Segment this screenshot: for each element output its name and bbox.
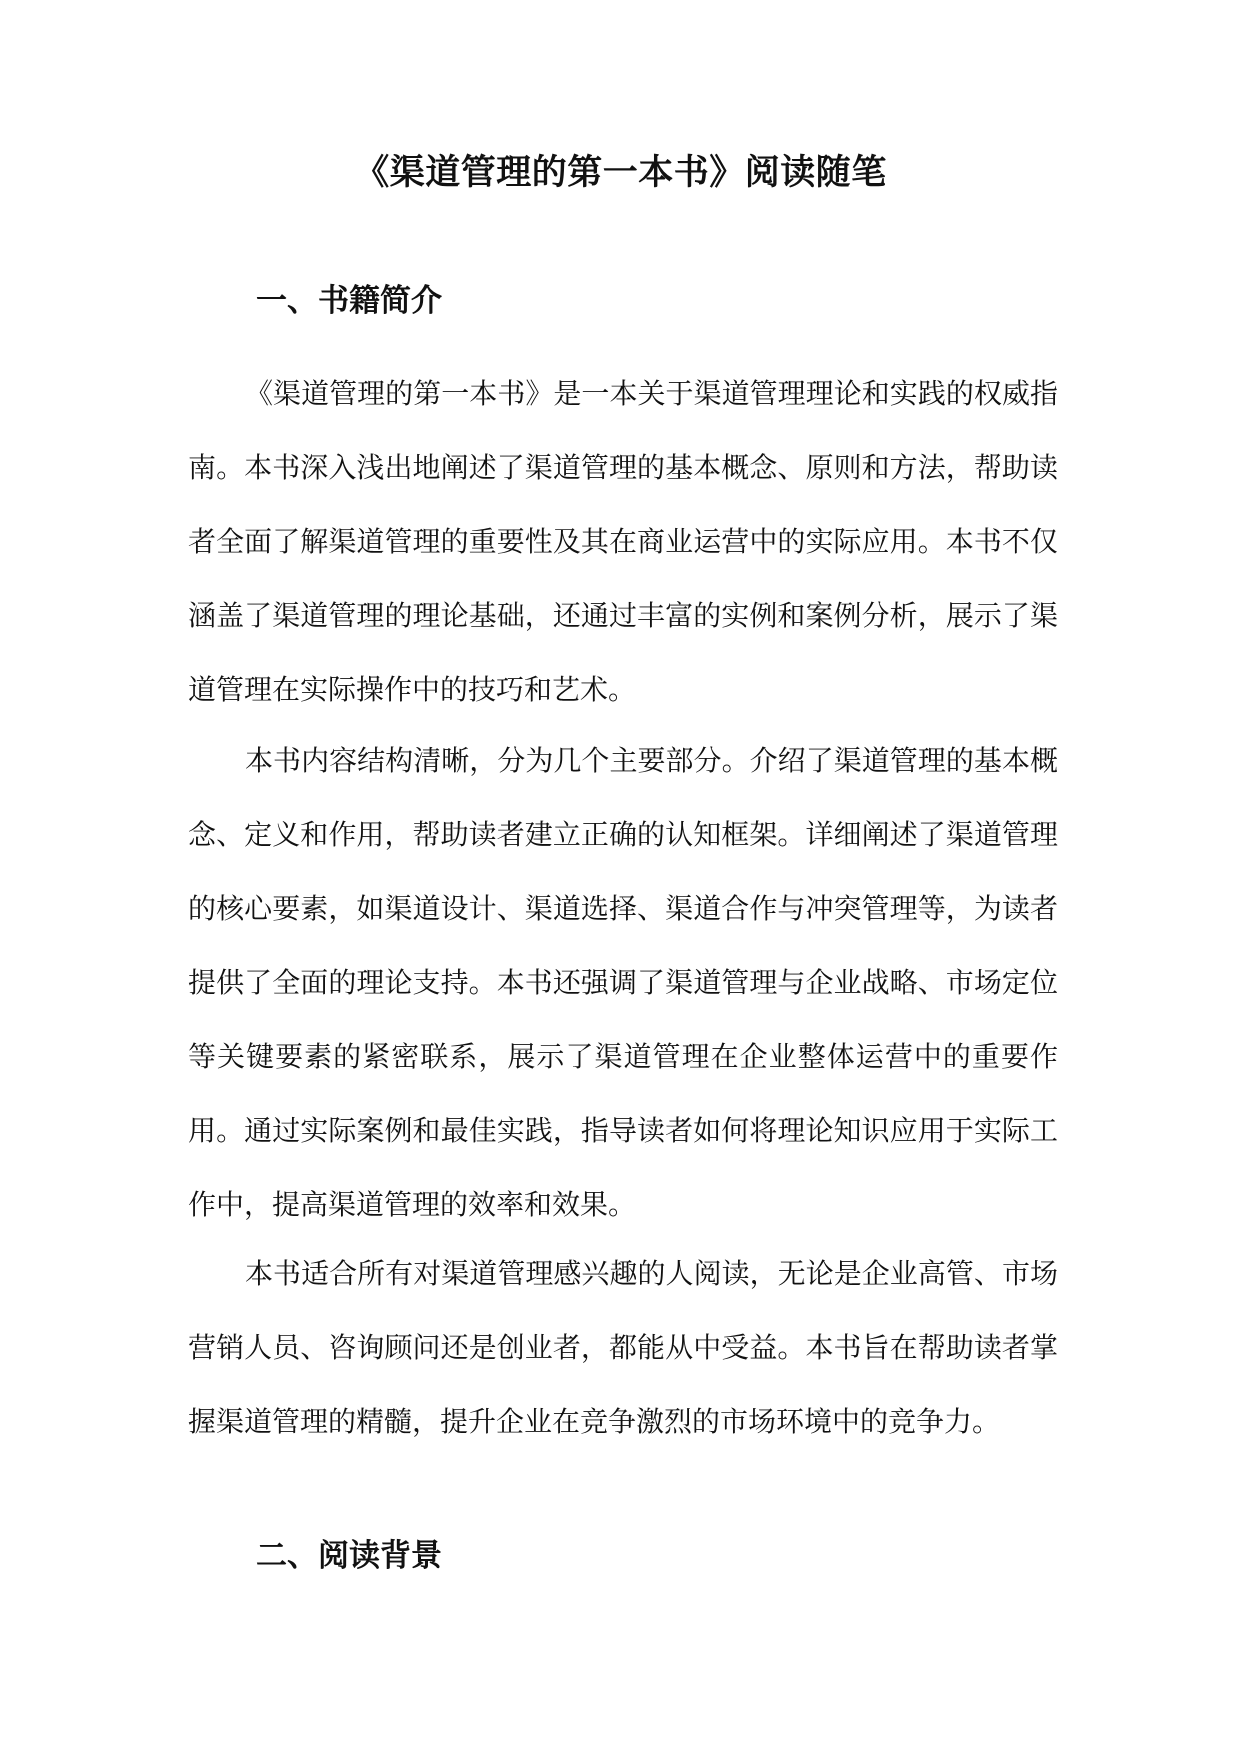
paragraph: 本书适合所有对渠道管理感兴趣的人阅读，无论是企业高管、市场营销人员、咨询顾问还是创业者，都能从中受益。本书旨在帮助读者掌握渠道管理的精髓，提升企业在竞争激烈的市场环境中的竞争力。 <box>188 1257 1058 1438</box>
document-title: 《渠道管理的第一本书》阅读随笔 <box>354 152 887 193</box>
section-heading-reading-background: 二、阅读背景 <box>256 1538 442 1574</box>
section-heading-book-intro: 一、书籍简介 <box>256 283 442 319</box>
paragraph: 《渠道管理的第一本书》是一本关于渠道管理理论和实践的权威指南。本书深入浅出地阐述了渠道管理的基本概念、原则和方法，帮助读者全面了解渠道管理的重要性及其在商业运营中的实际应用。本书不仅涵盖了渠道管理的理论基础，还通过丰富的实例和案例分析，展示了渠道管理在实际操作中的技巧和艺术。 <box>188 377 1058 706</box>
paragraph: 本书内容结构清晰，分为几个主要部分。介绍了渠道管理的基本概念、定义和作用，帮助读者建立正确的认知框架。详细阐述了渠道管理的核心要素，如渠道设计、渠道选择、渠道合作与冲突管理等，为读者提供了全面的理论支持。本书还强调了渠道管理与企业战略、市场定位等关键要素的紧密联系，展示了渠道管理在企业整体运营中的重要作用。通过实际案例和最佳实践，指导读者如何将理论知识应用于实际工作中，提高渠道管理的效率和效果。 <box>188 744 1058 1221</box>
